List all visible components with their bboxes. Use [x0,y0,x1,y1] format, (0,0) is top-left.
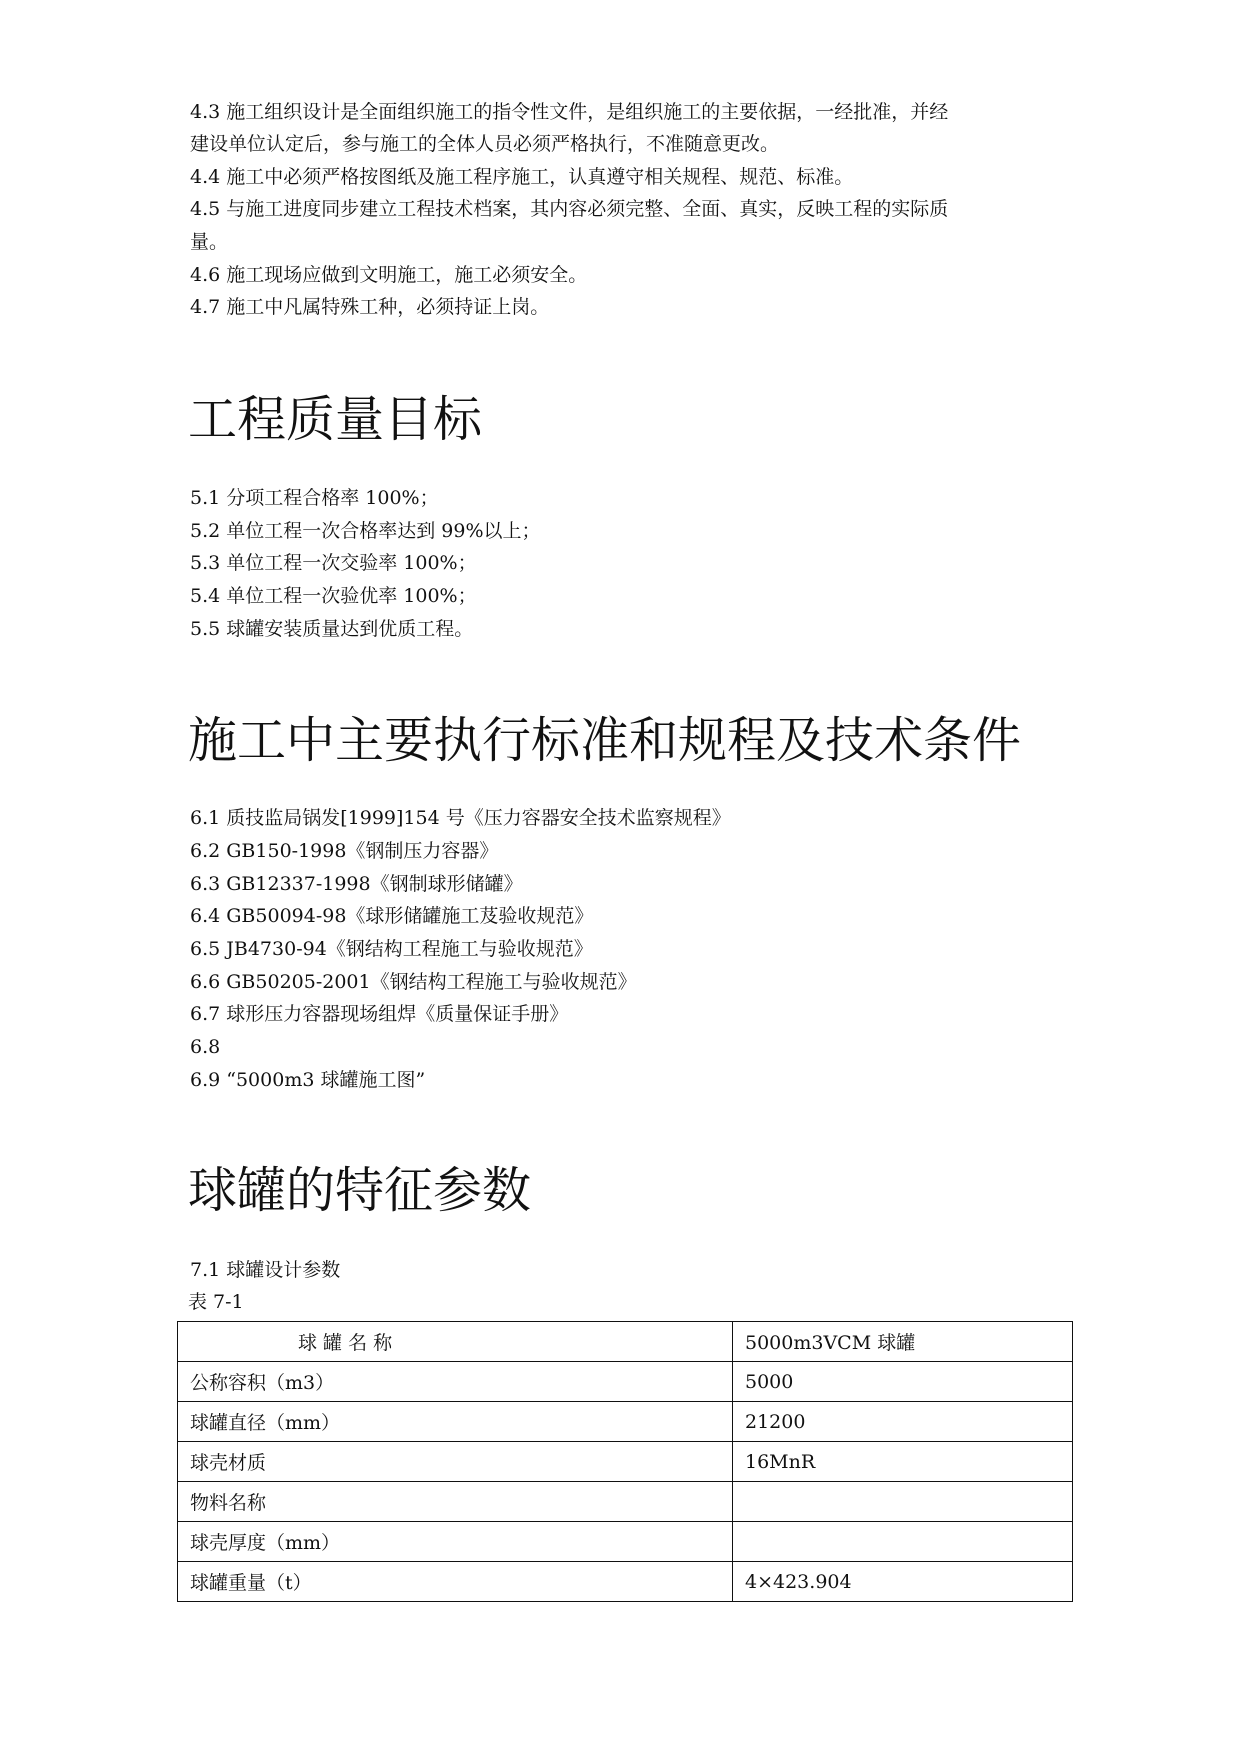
table-row [178,1482,1073,1522]
table-cell-value [733,1522,1073,1562]
clause-6-1: 6.1 质技监局锅发[1999]154 号《压力容器安全技术监察规程》 [190,807,731,829]
clause-6-3: 6.3 GB12337-1998《钢制球形储罐》 [190,873,523,895]
clause-6-4: 6.4 GB50094-98《球形储罐施工芨验收规范》 [190,905,594,927]
table-cell-value [733,1482,1073,1522]
clause-4-3-line-2: 建设单位认定后，参与施工的全体人员必须严格执行，不准随意更改。 [190,133,780,155]
table-cell-label: 物料名称 [178,1482,733,1522]
table-cell-label: 球壳厚度（mm） [178,1522,733,1562]
section-7-heading: 球罐的特征参数 [188,1162,532,1219]
clause-4-6: 4.6 施工现场应做到文明施工，施工必须安全。 [190,264,588,286]
table-cell-label: 球罐直径（mm） [178,1402,733,1442]
clause-6-7: 6.7 球形压力容器现场组焊《质量保证手册》 [190,1003,569,1025]
table-row [178,1522,1073,1562]
clause-5-1: 5.1 分项工程合格率 100%； [190,487,439,509]
table-cell-value: 5000 [733,1362,1073,1402]
table-row [178,1442,1073,1482]
clause-5-5: 5.5 球罐安装质量达到优质工程。 [190,618,474,640]
section-6-heading: 施工中主要执行标准和规程及技术条件 [188,712,1022,769]
clause-7-1: 7.1 球罐设计参数 [190,1259,341,1281]
clause-6-9: 6.9 “5000m3 球罐施工图” [190,1069,426,1091]
table-caption: 表 7-1 [188,1291,244,1313]
clause-4-5-line-2: 量。 [190,231,229,253]
clause-4-5-line-1: 4.5 与施工进度同步建立工程技术档案，其内容必须完整、全面、真实，反映工程的实际质 [190,198,949,220]
table-row [178,1322,1073,1362]
clause-5-4: 5.4 单位工程一次验优率 100%； [190,585,477,607]
clause-4-7: 4.7 施工中凡属特殊工种，必须持证上岗。 [190,296,550,318]
clause-6-8: 6.8 [190,1036,221,1058]
clause-5-3: 5.3 单位工程一次交验率 100%； [190,552,477,574]
clause-4-3-line-1: 4.3 施工组织设计是全面组织施工的指令性文件，是组织施工的主要依据，一经批准，并经 [190,101,949,123]
table-cell-value: 4×423.904 [733,1562,1073,1602]
clause-6-5: 6.5 JB4730-94《钢结构工程施工与验收规范》 [190,938,593,960]
table-row [178,1562,1073,1602]
table-cell-label: 球 罐 名 称 [178,1322,733,1362]
design-parameters-table [177,1321,1073,1602]
section-5-heading: 工程质量目标 [188,391,483,448]
table-cell-label: 球罐重量（t） [178,1562,733,1602]
table-row [178,1402,1073,1442]
clause-4-4: 4.4 施工中必须严格按图纸及施工程序施工，认真遵守相关规程、规范、标准。 [190,166,854,188]
clause-6-2: 6.2 GB150-1998《钢制压力容器》 [190,840,499,862]
table-cell-label: 公称容积（m3） [178,1362,733,1402]
table-cell-value: 21200 [733,1402,1073,1442]
table-cell-value: 16MnR [733,1442,1073,1482]
table-row [178,1362,1073,1402]
clause-5-2: 5.2 单位工程一次合格率达到 99%以上； [190,520,541,542]
table-cell-label: 球壳材质 [178,1442,733,1482]
table-cell-value: 5000m3VCM 球罐 [733,1322,1073,1362]
clause-6-6: 6.6 GB50205-2001《钢结构工程施工与验收规范》 [190,971,637,993]
